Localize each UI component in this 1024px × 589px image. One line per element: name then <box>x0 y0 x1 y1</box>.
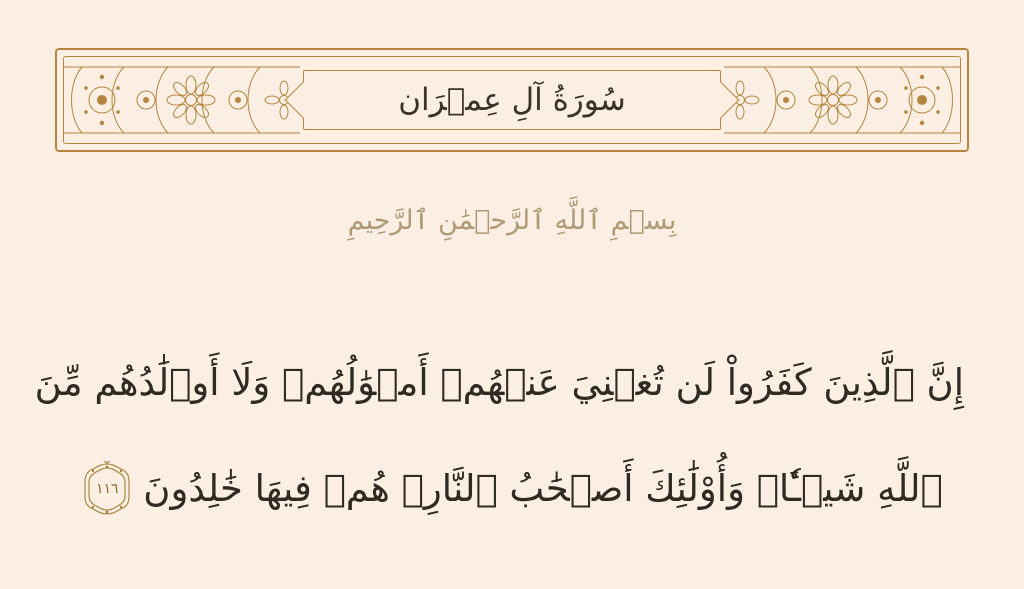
surah-header-banner <box>55 48 969 152</box>
basmala-text: بِسۡمِ ٱللَّهِ ٱلرَّحۡمَٰنِ ٱلرَّحِيمِ <box>347 205 677 236</box>
ayah-line-with-marker <box>60 436 964 542</box>
ayah-text-block <box>34 330 964 542</box>
ayah-line: ٱللَّهِ شَيۡـٔٗاۖ وَأُوْلَٰئِكَ أَصۡحَٰبُ ٱلنَّارِۚ هُمۡ فِيهَا خَٰلِدُونَ <box>143 467 943 510</box>
page-title: سُورَةُ آلِ عِمۡرَان <box>398 81 626 118</box>
ayah-end-medallion-icon <box>81 461 133 517</box>
surah-title-container <box>302 83 722 117</box>
floral-medallion-ornament-right <box>720 57 960 143</box>
ayah-line: إِنَّ ٱلَّذِينَ كَفَرُواْ لَن تُغۡنِيَ عَنۡهُمۡ أَمۡوَٰلُهُمۡ وَلَا أَوۡلَٰدُهُم مِّنَ <box>34 361 964 404</box>
floral-medallion-ornament-left <box>64 57 304 143</box>
ayah-number: ١١٦ <box>96 481 119 497</box>
